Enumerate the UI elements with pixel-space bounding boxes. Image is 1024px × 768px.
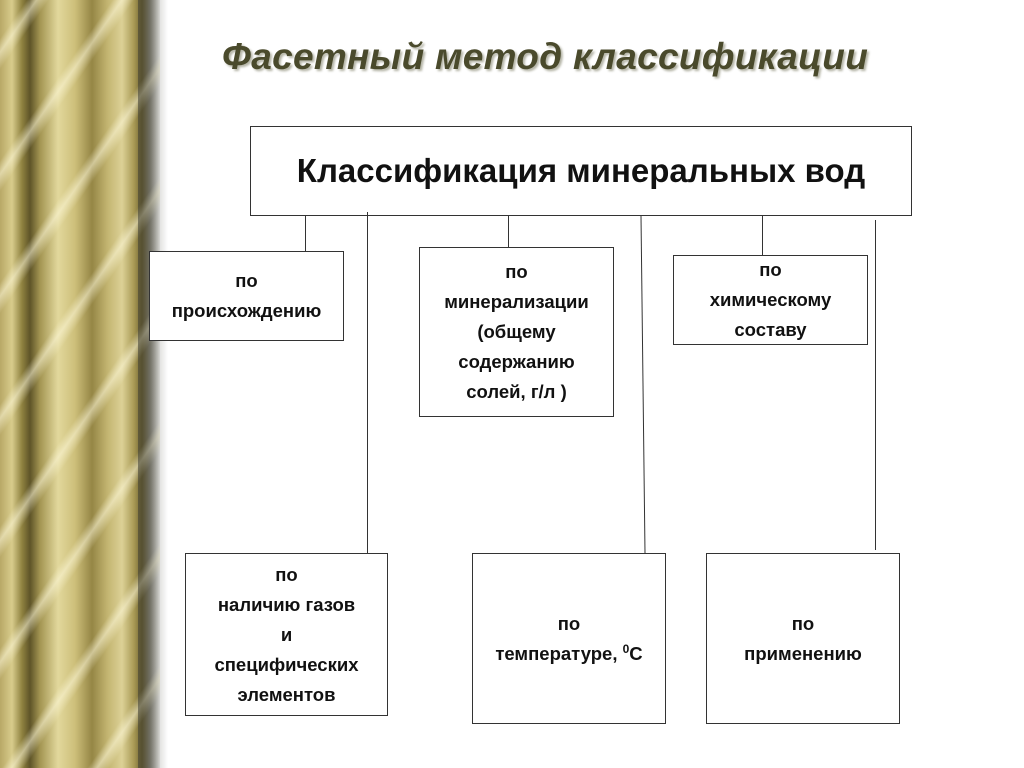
facet-mineralization-label: по минерализации (общему содержанию солей, г/л ): [444, 261, 589, 402]
connector-composition: [762, 216, 763, 255]
facet-temperature-label: [495, 609, 642, 669]
root-label: Классификация минеральных вод: [296, 152, 866, 189]
temperature-unit: С: [629, 642, 643, 664]
connector-mineralization: [508, 216, 509, 247]
facet-application: [706, 553, 900, 724]
facet-temperature-text: по температуре,: [495, 612, 618, 664]
decorative-column: [0, 0, 160, 768]
connector-temperature: [630, 210, 660, 555]
page-title: Фасетный метод классификации: [222, 36, 869, 77]
connector-origin: [305, 216, 306, 251]
facet-origin: [149, 251, 344, 341]
degree-superscript: 0: [622, 641, 630, 656]
connector-gases: [367, 212, 368, 553]
root-node: [250, 126, 912, 216]
connector-application: [875, 220, 876, 550]
column-shadow: [138, 0, 168, 768]
facet-application-label: по применению: [744, 612, 862, 664]
facet-mineralization: [419, 247, 614, 417]
facet-temperature: [472, 553, 666, 724]
facet-gases: [185, 553, 388, 716]
facet-composition: [673, 255, 868, 345]
facet-gases-label: по наличию газов и специфических элементов: [214, 563, 359, 705]
facet-origin-label: по происхождению: [171, 270, 322, 321]
facet-composition-label: по химическому составу: [709, 259, 832, 340]
